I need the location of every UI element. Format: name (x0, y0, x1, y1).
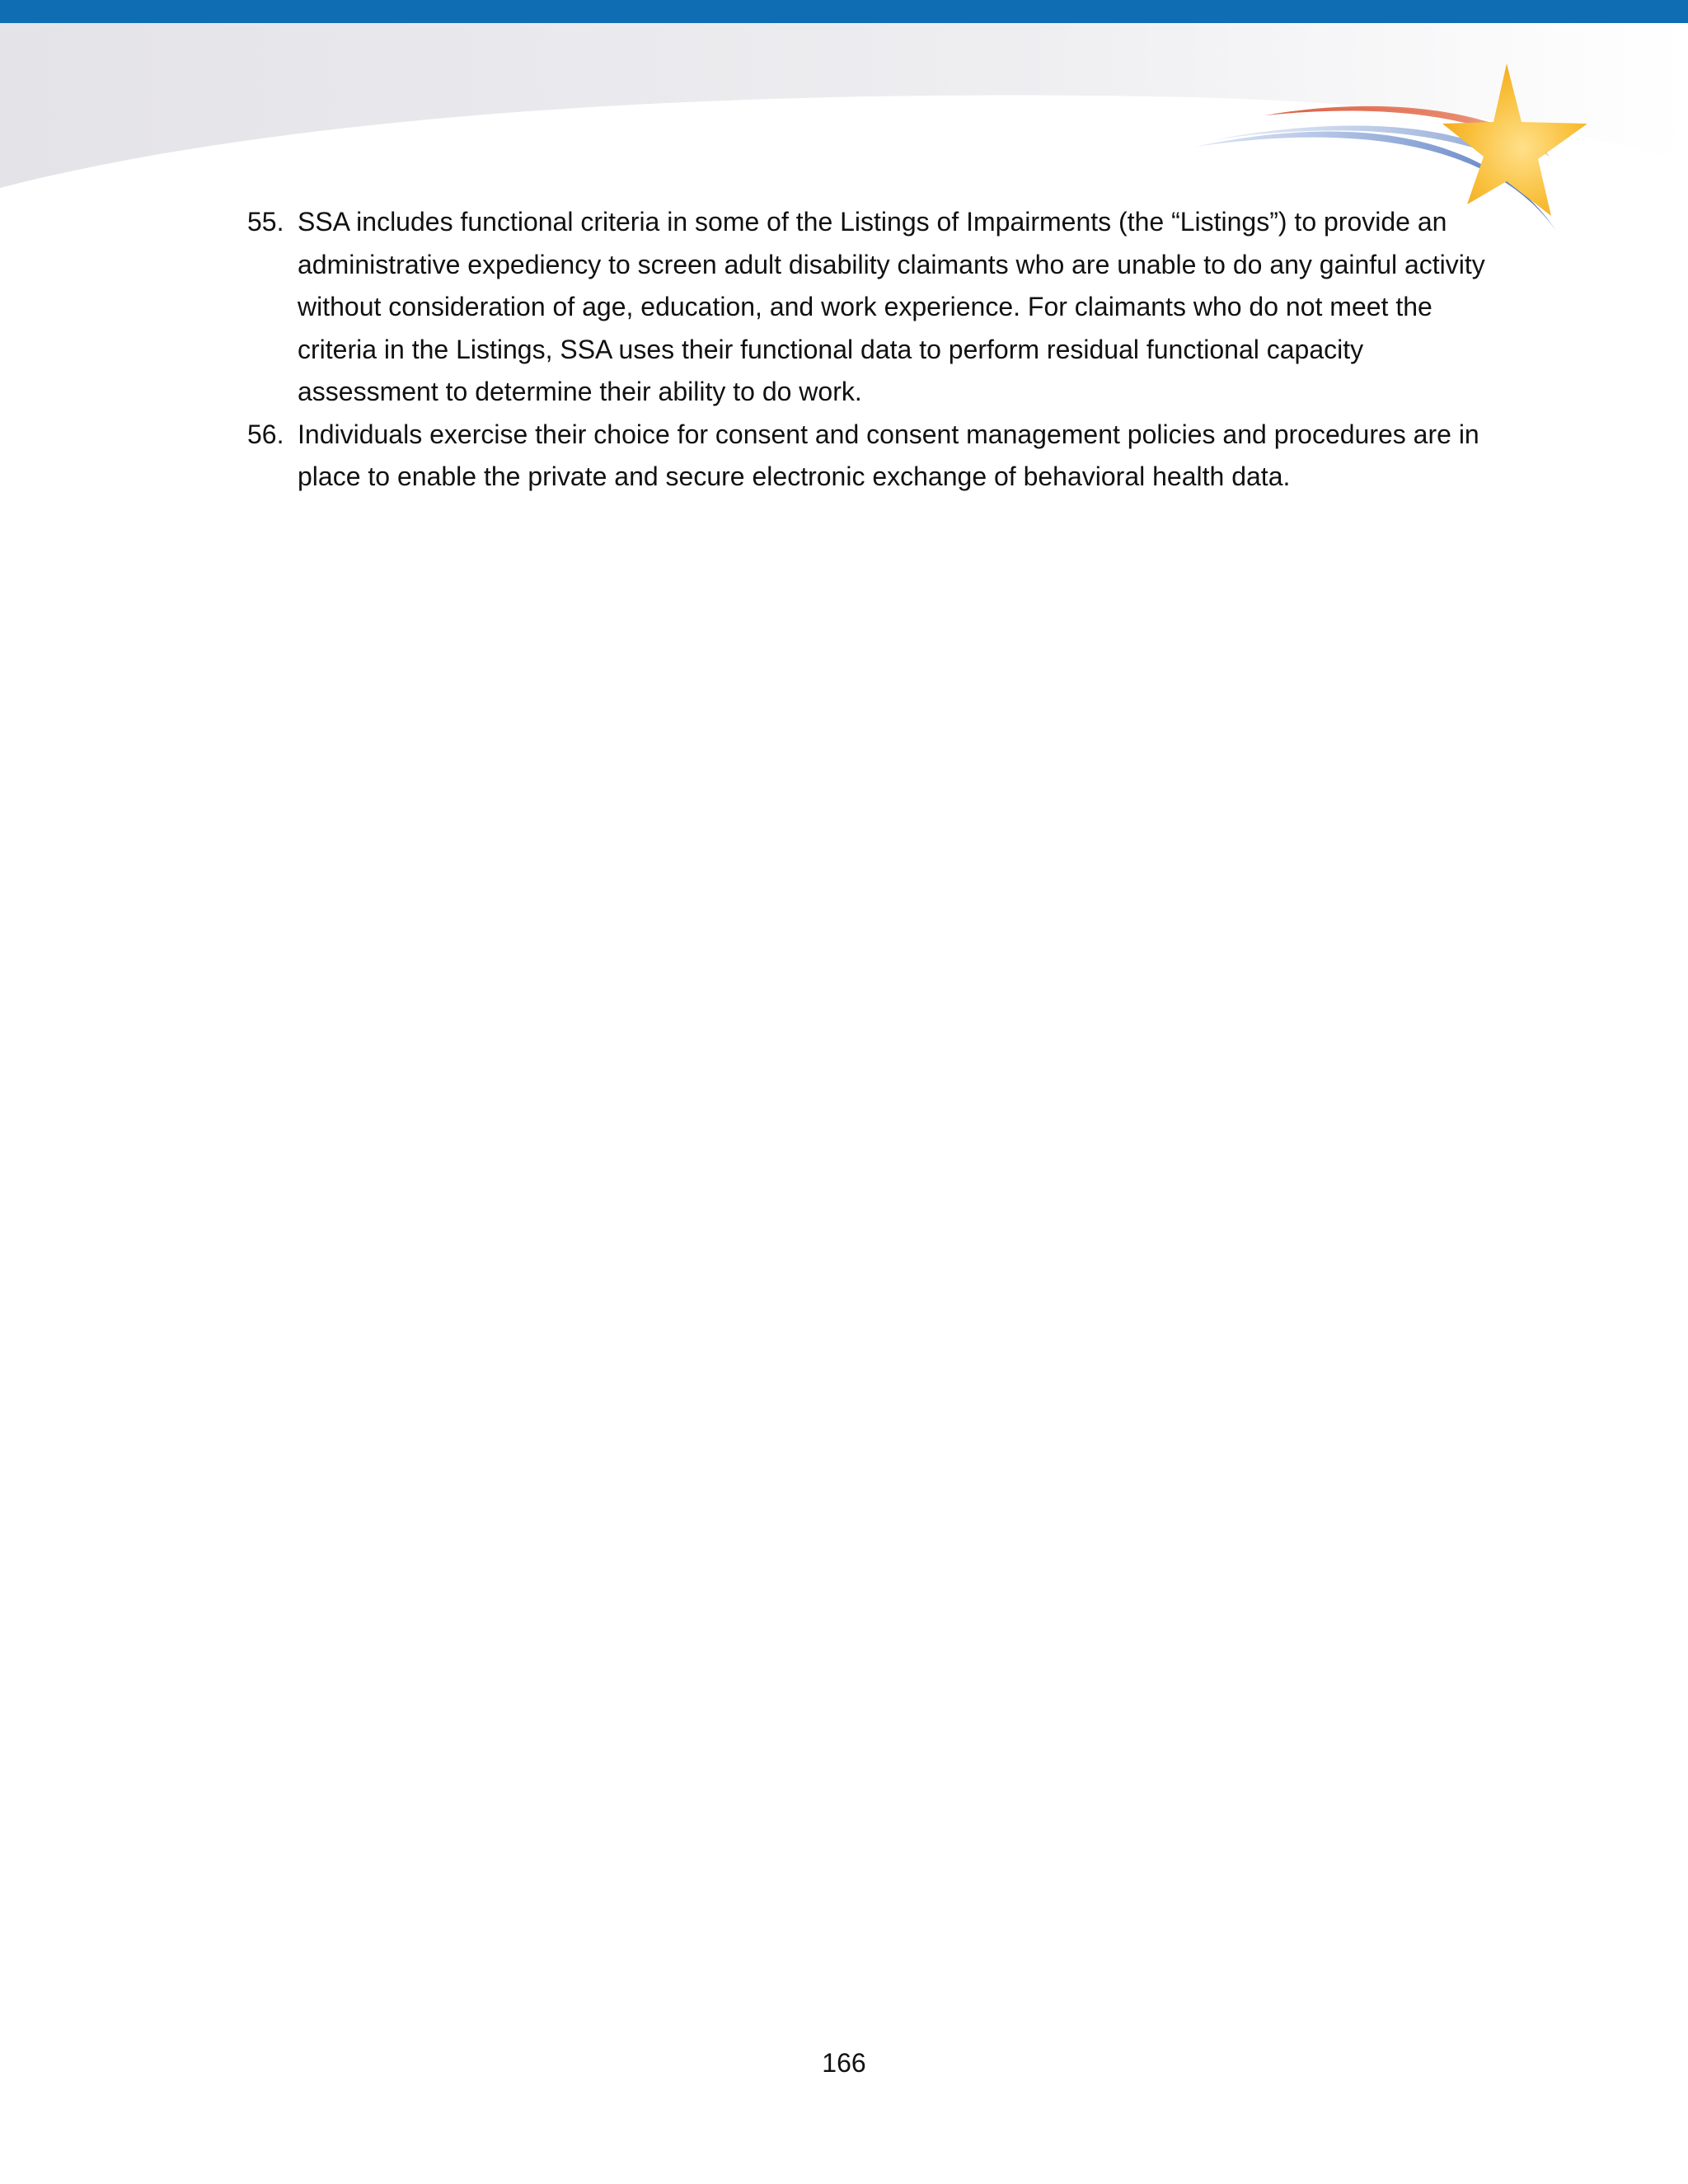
list-item-number: 55. (247, 207, 284, 237)
top-bar (0, 0, 1688, 23)
list-item (247, 414, 1500, 499)
list-item-text: SSA includes functional criteria in some of the Listings of Impairments (the “Listings”) to provide an administrative expediency to screen adult disability claimants who are unable to do any gainful activity without consideration of age, education, and work experience. For claimants who do not meet the criteria in the Listings, SSA uses their functional data to perform residual functional capacity assessment to determine their ability to do work. (298, 207, 1485, 406)
document-body (247, 201, 1500, 499)
list-item (247, 201, 1500, 414)
numbered-list (247, 201, 1500, 499)
page-number: 166 (822, 2048, 866, 2078)
list-item-text: Individuals exercise their choice for consent and consent management policies and procedures are in place to enable the private and secure electronic exchange of behavioral health data. (298, 419, 1479, 491)
header-swoosh (0, 23, 1688, 188)
list-item-number: 56. (247, 419, 284, 449)
